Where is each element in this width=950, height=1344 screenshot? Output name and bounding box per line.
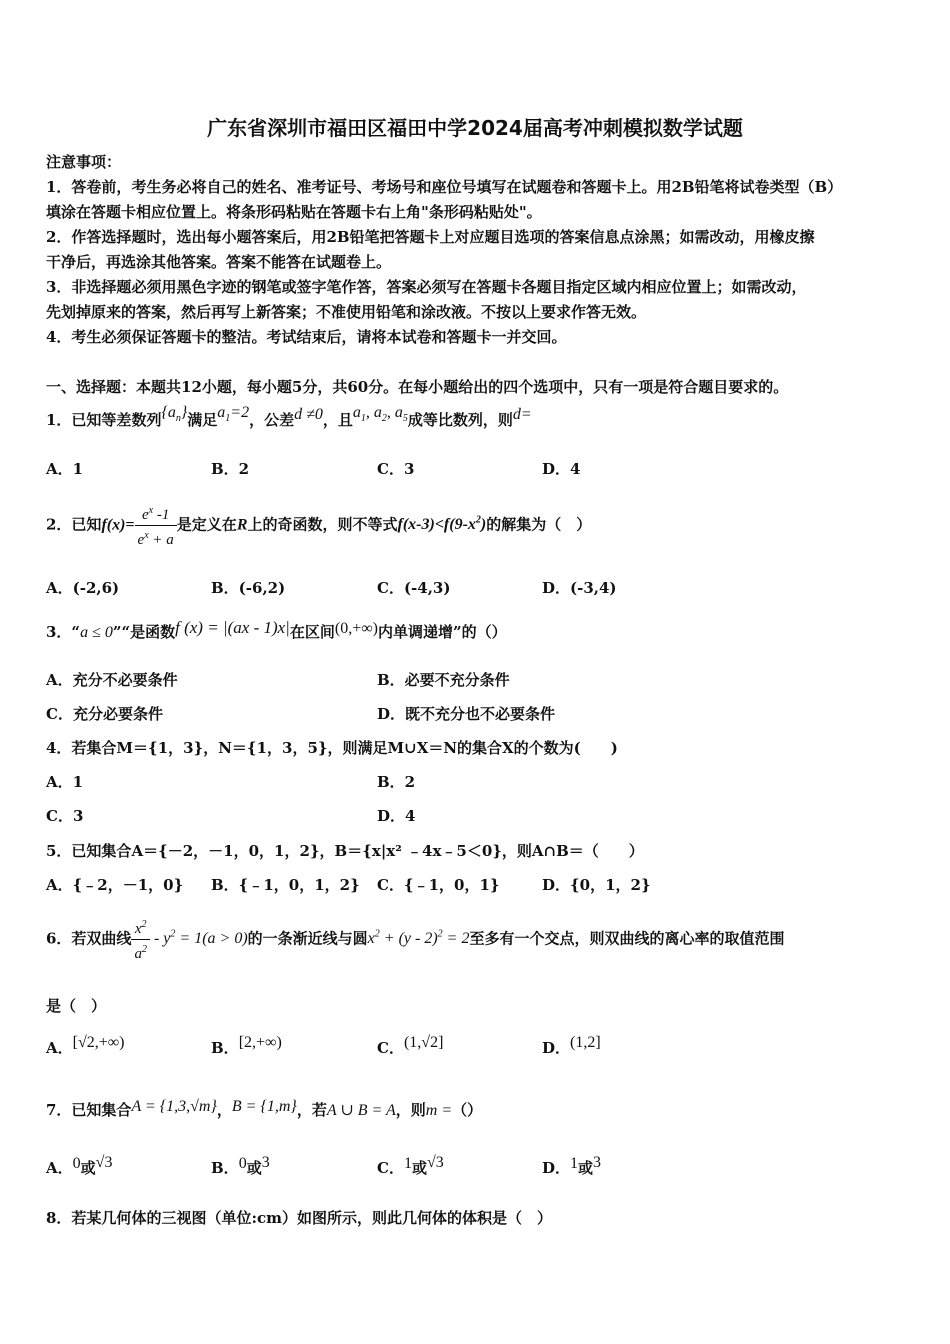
notice-heading: 注意事项： [46,153,122,171]
q5-option-c[interactable]: C．{﹣1，0，1} [377,876,500,894]
q2-fraction: $\frac{e^x -1}{e^x + a}$ [135,501,177,550]
q3-option-d[interactable]: D．既不充分也不必要条件 [377,705,556,723]
q2-option-c[interactable]: C．(-4,3) [377,579,451,597]
q2-option-b[interactable]: B．(-6,2) [211,579,286,597]
q1-text: 1．已知等差数列 [46,411,162,429]
q5-option-b[interactable]: B．{﹣1，0，1，2} [211,876,360,894]
q6-fraction: $\frac{x^2}{a^2}$ [131,915,150,964]
notice-line: 干净后，再选涂其他答案。答案不能答在试题卷上。 [46,253,392,271]
question-3: 3．“a ≤ 0”“是函数f (x) = |(ax - 1)x|在区间(0,+∞)内单调递增”的（） [46,618,507,641]
notice-line: 1．答卷前，考生务必将自己的姓名、准考证号、考场号和座位号填写在试题卷和答题卡上。用2B铅笔将试卷类型（B） [46,178,843,196]
notice-line: 2．作答选择题时，选出每小题答案后，用2B铅笔把答题卡上对应题目选项的答案信息点涂黑；如需改动，用橡皮擦 [46,228,815,246]
q6-option-c[interactable]: C．(1,√2] [377,1034,444,1057]
question-6: 6．若双曲线 $\frac{x^2}{a^2}$ - $y^2 = 1(a > 0)$的一条渐近线与圆$x^2 + (y - 2)^2 = 2$至多有一个交点，则双曲线的离心率的取值范围 [46,910,784,960]
q4-option-d[interactable]: D．4 [377,807,416,825]
question-8: 8．若某几何体的三视图（单位:cm）如图所示，则此几何体的体积是（ ） [46,1209,552,1227]
q5-option-d[interactable]: D．{0，1，2} [542,876,651,894]
q7-option-c[interactable]: C．1或√3 [377,1154,444,1177]
q4-option-a[interactable]: A．1 [46,773,84,791]
question-1: 1．已知等差数列$\{a_n\}$满足$a_1=2$，公差d ≠0，且$a_1$, $a_2$, $a_5$成等比数列，则d= [46,404,532,429]
q4-option-b[interactable]: B．2 [377,773,416,791]
q2-option-d[interactable]: D．(-3,4) [542,579,617,597]
q1-option-a[interactable]: A．1 [46,460,84,478]
q5-option-a[interactable]: A．{﹣2，－1，0} [46,876,184,894]
q6-option-d[interactable]: D．(1,2] [542,1034,601,1057]
q7-option-d[interactable]: D．1或3 [542,1154,602,1177]
q7-option-b[interactable]: B．0或3 [211,1154,270,1177]
q3-option-c[interactable]: C．充分必要条件 [46,705,163,723]
exam-title: 广东省深圳市福田区福田中学2024届高考冲刺模拟数学试题 [207,116,743,140]
q2-option-a[interactable]: A．(-2,6) [46,579,120,597]
question-6-cont: 是（ ） [46,997,107,1015]
notice-line: 填涂在答题卡相应位置上。将条形码粘贴在答题卡右上角"条形码粘贴处"。 [46,203,542,221]
question-4: 4．若集合M＝{1，3}，N＝{1，3，5}，则满足M∪X＝N的集合X的个数为( ) [46,739,618,757]
q1-option-b[interactable]: B．2 [211,460,250,478]
notice-line: 先划掉原来的答案，然后再写上新答案；不准使用铅笔和涂改液。不按以上要求作答无效。 [46,303,647,321]
q4-option-c[interactable]: C．3 [46,807,84,825]
notice-line: 4．考生必须保证答题卡的整洁。考试结束后，请将本试卷和答题卡一并交回。 [46,328,567,346]
q3-option-b[interactable]: B．必要不充分条件 [377,671,510,689]
q1-option-c[interactable]: C．3 [377,460,415,478]
q3-option-a[interactable]: A．充分不必要条件 [46,671,178,689]
q6-option-a[interactable]: A．[√2,+∞) [46,1034,125,1057]
notice-line: 3．非选择题必须用黑色字迹的钢笔或签字笔作答，答案必须写在答题卡各题目指定区域内相应位置上；如需改动， [46,278,807,296]
q1-option-d[interactable]: D．4 [542,460,581,478]
q6-option-b[interactable]: B．[2,+∞) [211,1034,282,1057]
question-5: 5．已知集合A＝{－2，－1，0，1，2}，B＝{x|x² ﹣4x﹣5＜0}，则A∩B＝（ ） [46,842,644,860]
q7-option-a[interactable]: A．0或√3 [46,1154,113,1177]
question-2: 2．已知f(x)= $\frac{e^x -1}{e^x + a}$ 是定义在R上的奇函数，则不等式$f(x-3)<f(9-x^2)$的解集为（ ） [46,496,591,546]
section-heading: 一、选择题：本题共12小题，每小题5分，共60分。在每小题给出的四个选项中，只有一项是符合题目要求的。 [46,378,789,396]
question-7: 7．已知集合A = {1,3,√m}，B = {1,m}，若A ∪ B = A，则m =（） [46,1098,483,1119]
